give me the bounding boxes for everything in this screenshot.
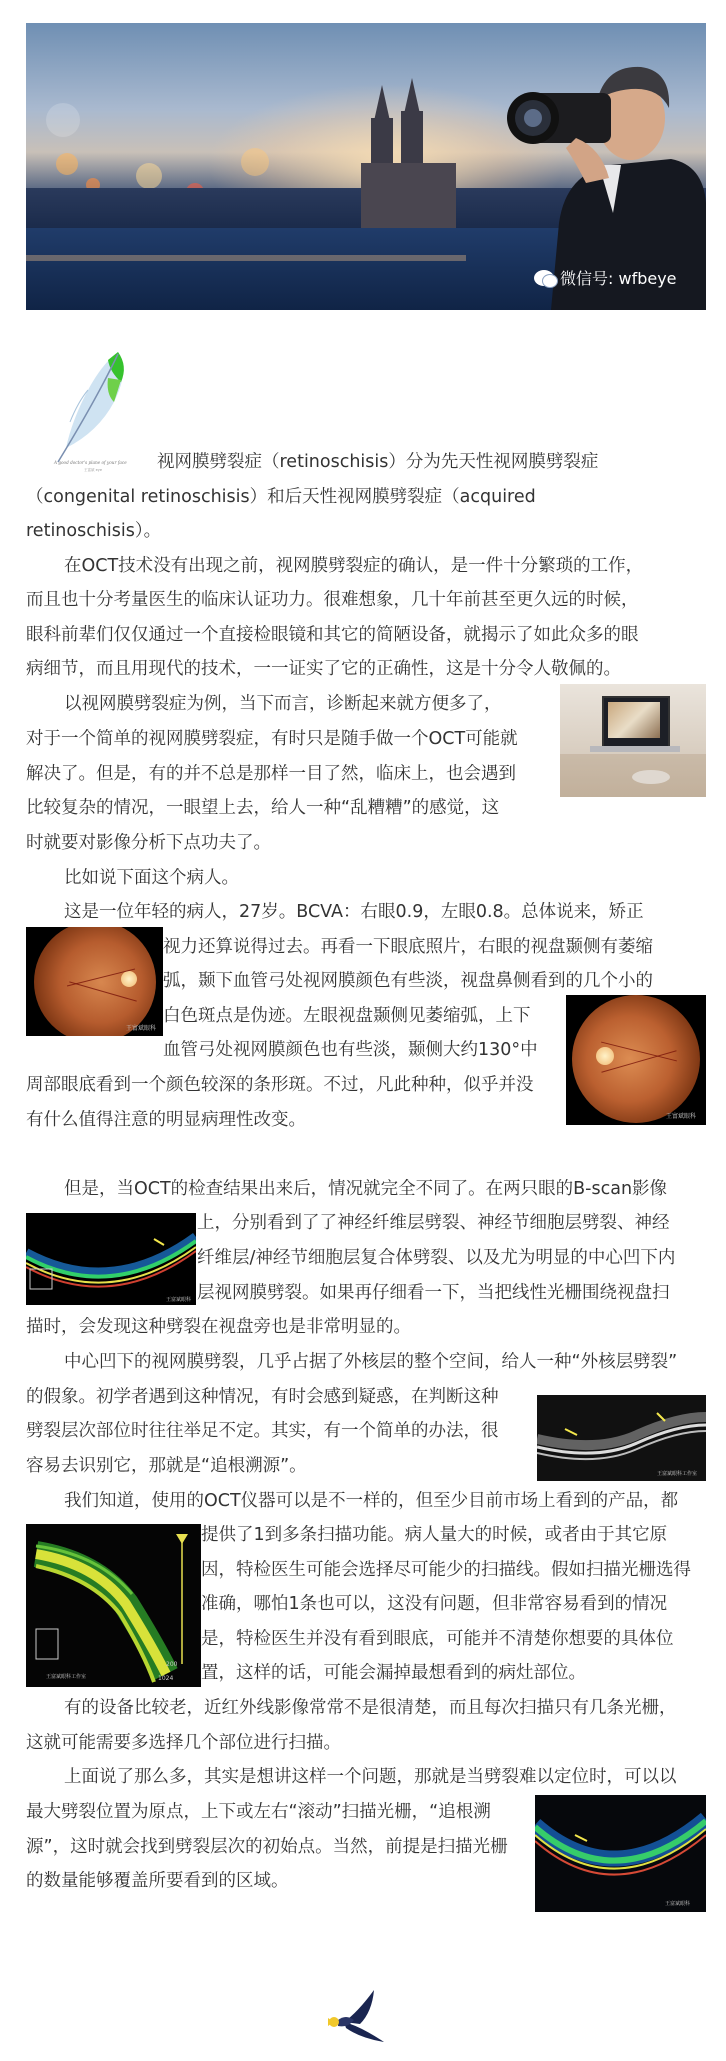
paragraph-line: 有什么值得注意的明显病理性改变。 [26,1110,306,1130]
oct-bscan-image-2 [537,1395,706,1481]
paragraph-line: 这就可能需要多选择几个部位进行扫描。 [26,1733,341,1753]
hero-banner-image [26,23,706,310]
paragraph-line: 眼科前辈们仅仅通过一个直接检眼镜和其它的简陋设备，就揭示了如此众多的眼 [26,625,639,645]
paragraph-line: 而且也十分考量医生的临床认证功力。很难想象，几十年前甚至更久远的时候， [26,590,639,610]
wechat-icon [534,270,554,286]
paragraph-line: 层视网膜劈裂。如果再仔细看一下，当把线性光栅围绕视盘扫 [197,1283,670,1303]
paragraph-line: 是，特检医生并没有看到眼底，可能并不清楚你想要的具体位 [201,1629,674,1649]
paragraph-line: 我们知道，使用的OCT仪器可以是不一样的，但至少目前市场上看到的产品，都 [64,1491,679,1511]
paragraph-line: 弧，颞下血管弓处视网膜颜色有些淡，视盘鼻侧看到的几个小的 [163,971,653,991]
oct-bscan-image-3 [26,1524,201,1687]
oct-bscan-image-4 [535,1795,706,1912]
paragraph-line: 最大劈裂位置为原点，上下或左右“滚动”扫描光栅，“追根溯 [26,1802,491,1822]
paragraph-line: 比较复杂的情况，一眼望上去，给人一种“乱糟糟”的感觉，这 [26,798,500,818]
paragraph-line: 血管弓处视网膜颜色也有些淡，颞侧大约130°中 [163,1040,538,1060]
paragraph-line: 劈裂层次部位时往往举足不定。其实，有一个简单的办法，很 [26,1421,499,1441]
paragraph-line: 视力还算说得过去。再看一下眼底照片，右眼的视盘颞侧有萎缩 [163,937,653,957]
fundus-photo-left-eye: 王富斌眼科 [566,995,706,1125]
svg-text:王富斌眼科: 王富斌眼科 [166,1297,192,1303]
laptop-photo [560,684,706,797]
paragraph-line: 描时，会发现这种劈裂在视盘旁也是非常明显的。 [26,1317,411,1337]
paragraph-line: 时就要对影像分析下点功夫了。 [26,833,271,853]
paragraph-line: 周部眼底看到一个颜色较深的条形斑。不过，凡此种种，似乎并没 [26,1075,534,1095]
paragraph-line: 提供了1到多条扫描功能。病人量大的时候，或者由于其它原 [201,1525,668,1545]
svg-text:王富斌眼科工作室: 王富斌眼科工作室 [657,1471,698,1477]
paragraph-line: 以视网膜劈裂症为例，当下而言，诊断起来就方便多了， [64,694,502,714]
paragraph-line: 有的设备比较老，近红外线影像常常不是很清楚，而且每次扫描只有几条光栅， [64,1698,677,1718]
paragraph-line: 视网膜劈裂症（retinoschisis）分为先天性视网膜劈裂症 [157,452,599,472]
paragraph-line: 但是，当OCT的检查结果出来后，情况就完全不同了。在两只眼的B-scan影像 [64,1179,668,1199]
paragraph-line: 的数量能够覆盖所要看到的区域。 [26,1871,289,1891]
wechat-watermark: 微信号: wfbeye [534,266,677,289]
paragraph-line: 在OCT技术没有出现之前，视网膜劈裂症的确认，是一件十分繁琐的工作， [64,556,644,576]
paragraph-line: 这是一位年轻的病人，27岁。BCVA：右眼0.9，左眼0.8。总体说来，矫正 [64,902,644,922]
svg-text:王富斌 eye: 王富斌 eye [84,468,102,472]
paragraph-line: 置，这样的话，可能会漏掉最想看到的病灶部位。 [201,1663,586,1683]
paragraph-line: 源”，这时就会找到劈裂层次的初始点。当然，前提是扫描光栅 [26,1837,508,1857]
paragraph-line: 白色斑点是伪迹。左眼视盘颞侧见萎缩弧，上下 [163,1006,531,1026]
paragraph-line: 病细节，而且用现代的技术，一一证实了它的正确性，这是十分令人敬佩的。 [26,659,621,679]
paragraph-line: 准确，哪怕1条也可以，这没有问题，但非常容易看到的情况 [201,1594,668,1614]
paragraph-line: 容易去识别它，那就是“追根溯源”。 [26,1456,307,1476]
swallow-bird-icon [314,1982,400,2052]
paragraph-line: 中心凹下的视网膜劈裂，几乎占据了外核层的整个空间，给人一种“外核层劈裂” [64,1352,678,1372]
paragraph-line: 的假象。初学者遇到这种情况，有时会感到疑惑，在判断这种 [26,1387,499,1407]
oct-bscan-image-1 [26,1213,196,1305]
paragraph-line: 纤维层/神经节细胞层复合体劈裂、以及尤为明显的中心凹下内 [197,1248,676,1268]
svg-text:200: 200 [166,1661,178,1668]
paragraph-line: 因，特检医生可能会选择尽可能少的扫描线。假如扫描光栅选得 [201,1560,691,1580]
svg-text:王富斌眼科: 王富斌眼科 [665,1901,691,1907]
paragraph-line: 比如说下面这个病人。 [64,868,239,888]
paragraph-line: retinoschisis）。 [26,521,162,541]
paragraph-line: 上，分别看到了了神经纤维层劈裂、神经节细胞层劈裂、神经 [197,1213,670,1233]
svg-text:1024: 1024 [158,1675,174,1682]
svg-text:A good doctor's plane of your: A good doctor's plane of your face [54,460,127,465]
paragraph-line: 解决了。但是，有的并不总是那样一目了然，临床上，也会遇到 [26,764,516,784]
paragraph-line: 上面说了那么多，其实是想讲这样一个问题，那就是当劈裂难以定位时，可以以 [64,1767,677,1787]
fundus-photo-right-eye: 王富斌眼科 [26,927,163,1036]
paragraph-line: （congenital retinoschisis）和后天性视网膜劈裂症（acquired [26,487,536,507]
paragraph-line: 对于一个简单的视网膜劈裂症，有时只是随手做一个OCT可能就 [26,729,518,749]
svg-text:王富斌眼科工作室: 王富斌眼科工作室 [46,1674,87,1680]
feather-quill-icon [48,350,130,473]
